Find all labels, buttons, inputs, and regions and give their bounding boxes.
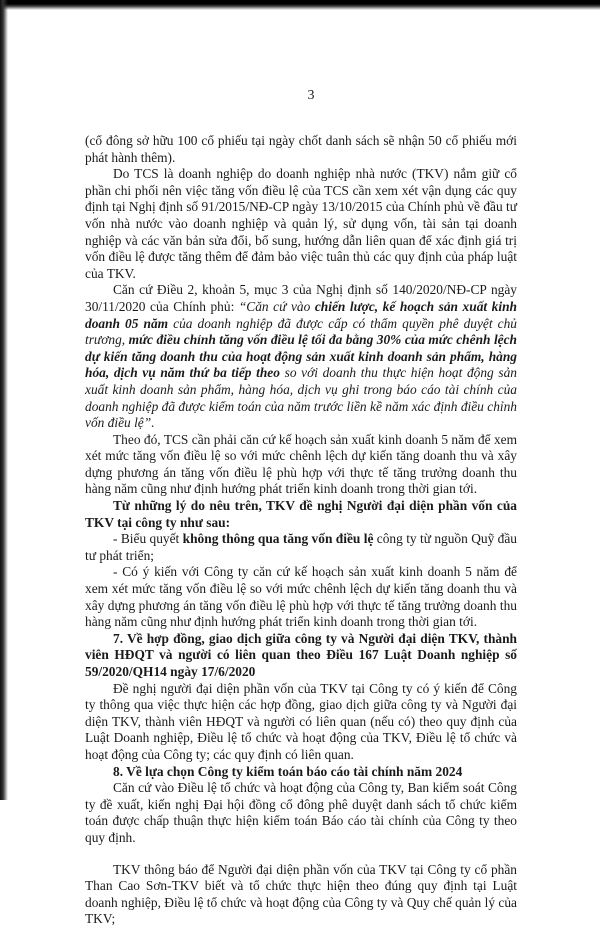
bullet-opinion: - Có ý kiến với Công ty căn cứ kế hoạch sản xuất kinh doanh 5 năm để xem xét mức tăng vốn điều lệ so với mức chênh lệch dự kiến tăng doanh thu và xây dựng phương án tăng vốn điều lệ phù hợp với thực tế tăng trưởng doanh thu hàng năm cũng như định hướng phát triển kinh doanh trong thời gian tới. — [85, 564, 517, 630]
quote-part-2: chiến lược, kế hoạch sản xuất kinh doanh 05 năm — [85, 298, 517, 331]
document-body — [85, 133, 517, 928]
page-number: 3 — [307, 88, 315, 103]
paragraph-tkv-request: Từ những lý do nêu trên, TKV đề nghị Người đại diện phần vốn của TKV tại công ty như sau: — [85, 498, 517, 530]
scan-top-border — [0, 0, 600, 10]
paragraph-shareholder-note: (cổ đông sở hữu 100 cổ phiếu tại ngày chốt danh sách sẽ nhận 50 cổ phiếu mới phát hành thêm). — [85, 133, 517, 165]
quote-part-1: “Căn cứ vào — [238, 298, 315, 314]
quote-part-5: so với doanh thu thực hiện hoạt động sản xuất kinh doanh sản phẩm, hàng hóa, dịch vụ ghi trong báo cáo tài chính của doanh nghiệp đã được kiểm toán của năm trước liền kề năm xác định điều chỉnh vốn điều lệ”. — [85, 365, 517, 431]
decree-intro: Căn cứ Điều 2, khoản 5, mục 3 của Nghị định số 140/2020/NĐ-CP ngày 30/11/2020 của Chính phủ: — [85, 282, 517, 314]
paragraph-tcs-plan: Theo đó, TCS cần phải căn cứ kế hoạch sản xuất kinh doanh 5 năm để xem xét mức tăng vốn điều lệ so với mức chênh lệch dự kiến tăng doanh thu và xây dựng phương án tăng vốn điều lệ phù hợp với thực tế tăng trưởng doanh thu hàng năm cũng như định hướng phát triển kinh doanh trong thời gian tới. — [85, 431, 517, 497]
bullet-vote-a: - Biểu quyết — [113, 531, 183, 547]
scan-left-border — [0, 0, 8, 800]
paragraph-closing: TKV thông báo để Người đại diện phần vốn của TKV tại Công ty cổ phần Than Cao Sơn-TKV biết và tổ chức thực hiện theo đúng quy định tại Luật doanh nghiệp, Điều lệ tổ chức và hoạt động của Công ty và Quy chế quản lý của TKV; — [85, 861, 517, 927]
paragraph-tcs-background: Do TCS là doanh nghiệp do doanh nghiệp nhà nước (TKV) nắm giữ cổ phần chi phối nên việc tăng vốn điều lệ của TCS cần xem xét vận dụng các quy định tại Nghị định số 91/2015/NĐ-CP ngày 13/10/2015 của Chính phủ về đầu tư vốn nhà nước vào doanh nghiệp và quản lý, sử dụng vốn, tài sản tại doanh nghiệp và các văn bản sửa đổi, bổ sung, hướng dẫn liên quan để xác định giá trị vốn điều lệ được tăng thêm để đảm bảo việc tuân thủ các quy định của pháp luật của TKV. — [85, 166, 517, 281]
paragraph-section-7: Đề nghị người đại diện phần vốn của TKV tại Công ty có ý kiến để Công ty thông qua việc thực hiện các hợp đồng, giao dịch giữa công ty và Người đại diện TKV, thành viên HĐQT và người có liên quan (nếu có) theo quy định của Luật Doanh nghiệp, Điều lệ tổ chức và hoạt động của TKV, Điều lệ tổ chức và hoạt động của Công ty; các quy định có liên quan. — [85, 680, 517, 762]
bullet-vote-b: không thông qua tăng vốn điều lệ — [182, 531, 374, 547]
heading-section-8: 8. Về lựa chọn Công ty kiểm toán báo cáo tài chính năm 2024 — [113, 763, 463, 779]
paragraph-section-8: Căn cứ vào Điều lệ tổ chức và hoạt động của Công ty, Ban kiểm soát Công ty đề xuất, kiến nghị Đại hội đồng cổ đông phê duyệt danh sách tổ chức kiểm toán được chấp thuận thực hiện kiểm toán Báo cáo tài chính của Công ty theo quy định. — [85, 780, 517, 845]
heading-section-7: 7. Về hợp đồng, giao dịch giữa công ty và Người đại diện TKV, thành viên HĐQT và người có liên quan theo Điều 167 Luật Doanh nghiệp số 59/2020/QH14 ngày 17/6/2020 — [85, 630, 517, 679]
quote-part-4: mức điều chỉnh tăng vốn điều lệ tối đa bằng 30% của mức chênh lệch dự kiến tăng doanh thu của hoạt động sản xuất kinh doanh sản phẩm, hàng hóa, dịch vụ năm thứ ba tiếp theo — [85, 332, 518, 381]
quote-part-3: của doanh nghiệp đã được cấp có thẩm quyền phê duyệt chủ trương, — [85, 315, 517, 348]
paragraph-decree-140 — [85, 282, 517, 431]
bullet-vote — [85, 531, 517, 564]
bullet-vote-c: công ty từ nguồn Quỹ đầu tư phát triển; — [85, 531, 517, 563]
